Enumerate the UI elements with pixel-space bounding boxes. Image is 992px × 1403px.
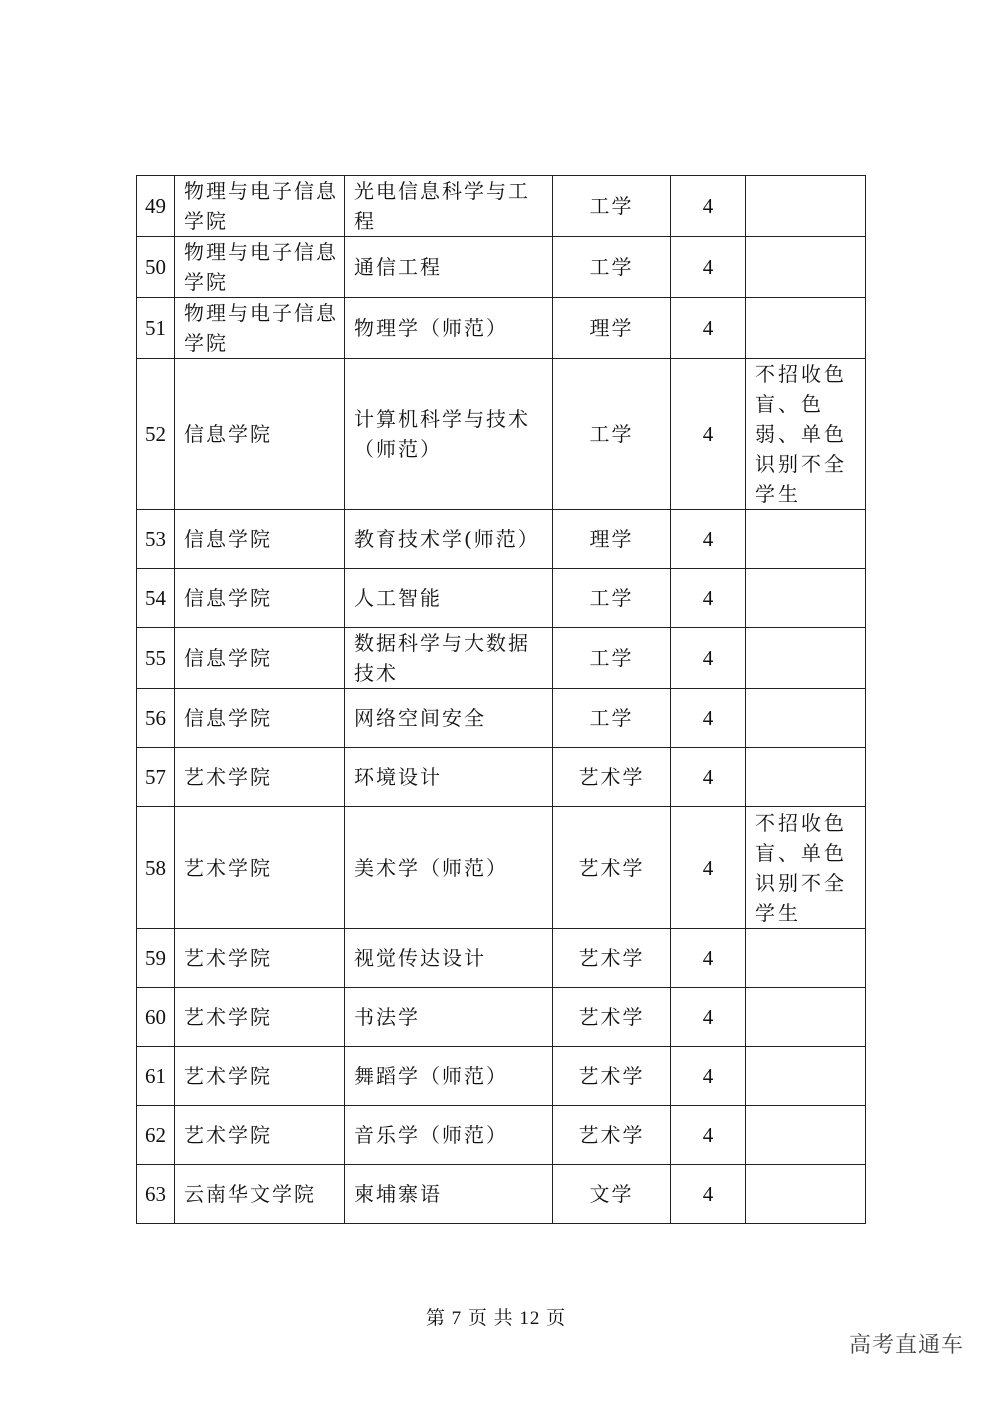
major-name-cell: 物理学（师范） — [345, 298, 553, 359]
college-name-cell: 物理与电子信息学院 — [175, 298, 345, 359]
table-row — [137, 298, 866, 359]
study-years-cell: 4 — [671, 1165, 746, 1224]
major-name-cell: 通信工程 — [345, 237, 553, 298]
watermark-text: 高考直通车 — [848, 1333, 964, 1358]
degree-category-cell: 工学 — [553, 569, 671, 628]
row-number-cell: 50 — [137, 237, 175, 298]
table-row — [137, 359, 866, 510]
table-row — [137, 1165, 866, 1224]
row-number-cell: 49 — [137, 176, 175, 237]
college-name-cell: 信息学院 — [175, 689, 345, 748]
degree-category-cell: 工学 — [553, 359, 671, 510]
college-name-cell: 信息学院 — [175, 628, 345, 689]
row-number-cell: 52 — [137, 359, 175, 510]
remarks-cell: 不招收色盲、色弱、单色识别不全学生 — [746, 359, 866, 510]
degree-category-cell: 艺术学 — [553, 807, 671, 929]
row-number-cell: 51 — [137, 298, 175, 359]
remarks-cell — [746, 1047, 866, 1106]
row-number-cell: 63 — [137, 1165, 175, 1224]
table-row — [137, 510, 866, 569]
major-name-cell: 人工智能 — [345, 569, 553, 628]
remarks-cell — [746, 929, 866, 988]
study-years-cell: 4 — [671, 988, 746, 1047]
degree-category-cell: 理学 — [553, 298, 671, 359]
remarks-cell — [746, 510, 866, 569]
study-years-cell: 4 — [671, 298, 746, 359]
remarks-cell — [746, 988, 866, 1047]
major-name-cell: 数据科学与大数据技术 — [345, 628, 553, 689]
program-table-body — [137, 176, 866, 1224]
major-name-cell: 光电信息科学与工程 — [345, 176, 553, 237]
major-name-cell: 柬埔寨语 — [345, 1165, 553, 1224]
study-years-cell: 4 — [671, 176, 746, 237]
major-name-cell: 网络空间安全 — [345, 689, 553, 748]
degree-category-cell: 艺术学 — [553, 1047, 671, 1106]
program-table-wrapper — [136, 175, 865, 1224]
study-years-cell: 4 — [671, 569, 746, 628]
major-name-cell: 书法学 — [345, 988, 553, 1047]
study-years-cell: 4 — [671, 807, 746, 929]
table-row — [137, 237, 866, 298]
major-name-cell: 美术学（师范） — [345, 807, 553, 929]
major-name-cell: 舞蹈学（师范） — [345, 1047, 553, 1106]
degree-category-cell: 艺术学 — [553, 1106, 671, 1165]
degree-category-cell: 工学 — [553, 628, 671, 689]
table-row — [137, 988, 866, 1047]
college-name-cell: 艺术学院 — [175, 748, 345, 807]
study-years-cell: 4 — [671, 748, 746, 807]
remarks-cell — [746, 689, 866, 748]
row-number-cell: 55 — [137, 628, 175, 689]
study-years-cell: 4 — [671, 1047, 746, 1106]
table-row — [137, 929, 866, 988]
college-name-cell: 信息学院 — [175, 510, 345, 569]
degree-category-cell: 工学 — [553, 689, 671, 748]
table-row — [137, 1047, 866, 1106]
degree-category-cell: 艺术学 — [553, 988, 671, 1047]
study-years-cell: 4 — [671, 689, 746, 748]
degree-category-cell: 工学 — [553, 176, 671, 237]
remarks-cell — [746, 569, 866, 628]
degree-category-cell: 艺术学 — [553, 748, 671, 807]
study-years-cell: 4 — [671, 628, 746, 689]
degree-category-cell: 理学 — [553, 510, 671, 569]
college-name-cell: 艺术学院 — [175, 929, 345, 988]
college-name-cell: 信息学院 — [175, 359, 345, 510]
remarks-cell — [746, 237, 866, 298]
remarks-cell: 不招收色盲、单色识别不全学生 — [746, 807, 866, 929]
table-row — [137, 1106, 866, 1165]
study-years-cell: 4 — [671, 237, 746, 298]
table-row — [137, 807, 866, 929]
college-name-cell: 云南华文学院 — [175, 1165, 345, 1224]
college-name-cell: 物理与电子信息学院 — [175, 176, 345, 237]
study-years-cell: 4 — [671, 1106, 746, 1165]
page-number-footer: 第 7 页 共 12 页 — [425, 1308, 567, 1329]
degree-category-cell: 工学 — [553, 237, 671, 298]
remarks-cell — [746, 628, 866, 689]
row-number-cell: 61 — [137, 1047, 175, 1106]
college-name-cell: 艺术学院 — [175, 988, 345, 1047]
remarks-cell — [746, 298, 866, 359]
major-name-cell: 环境设计 — [345, 748, 553, 807]
table-row — [137, 628, 866, 689]
row-number-cell: 62 — [137, 1106, 175, 1165]
remarks-cell — [746, 1106, 866, 1165]
degree-category-cell: 艺术学 — [553, 929, 671, 988]
major-name-cell: 视觉传达设计 — [345, 929, 553, 988]
study-years-cell: 4 — [671, 929, 746, 988]
major-name-cell: 计算机科学与技术（师范） — [345, 359, 553, 510]
major-name-cell: 音乐学（师范） — [345, 1106, 553, 1165]
program-table — [136, 175, 866, 1224]
remarks-cell — [746, 176, 866, 237]
college-name-cell: 物理与电子信息学院 — [175, 237, 345, 298]
row-number-cell: 56 — [137, 689, 175, 748]
table-row — [137, 748, 866, 807]
college-name-cell: 艺术学院 — [175, 807, 345, 929]
table-row — [137, 176, 866, 237]
row-number-cell: 59 — [137, 929, 175, 988]
remarks-cell — [746, 1165, 866, 1224]
table-row — [137, 569, 866, 628]
major-name-cell: 教育技术学(师范） — [345, 510, 553, 569]
row-number-cell: 58 — [137, 807, 175, 929]
table-row — [137, 689, 866, 748]
remarks-cell — [746, 748, 866, 807]
college-name-cell: 信息学院 — [175, 569, 345, 628]
row-number-cell: 57 — [137, 748, 175, 807]
college-name-cell: 艺术学院 — [175, 1106, 345, 1165]
study-years-cell: 4 — [671, 510, 746, 569]
row-number-cell: 60 — [137, 988, 175, 1047]
row-number-cell: 53 — [137, 510, 175, 569]
row-number-cell: 54 — [137, 569, 175, 628]
degree-category-cell: 文学 — [553, 1165, 671, 1224]
study-years-cell: 4 — [671, 359, 746, 510]
college-name-cell: 艺术学院 — [175, 1047, 345, 1106]
